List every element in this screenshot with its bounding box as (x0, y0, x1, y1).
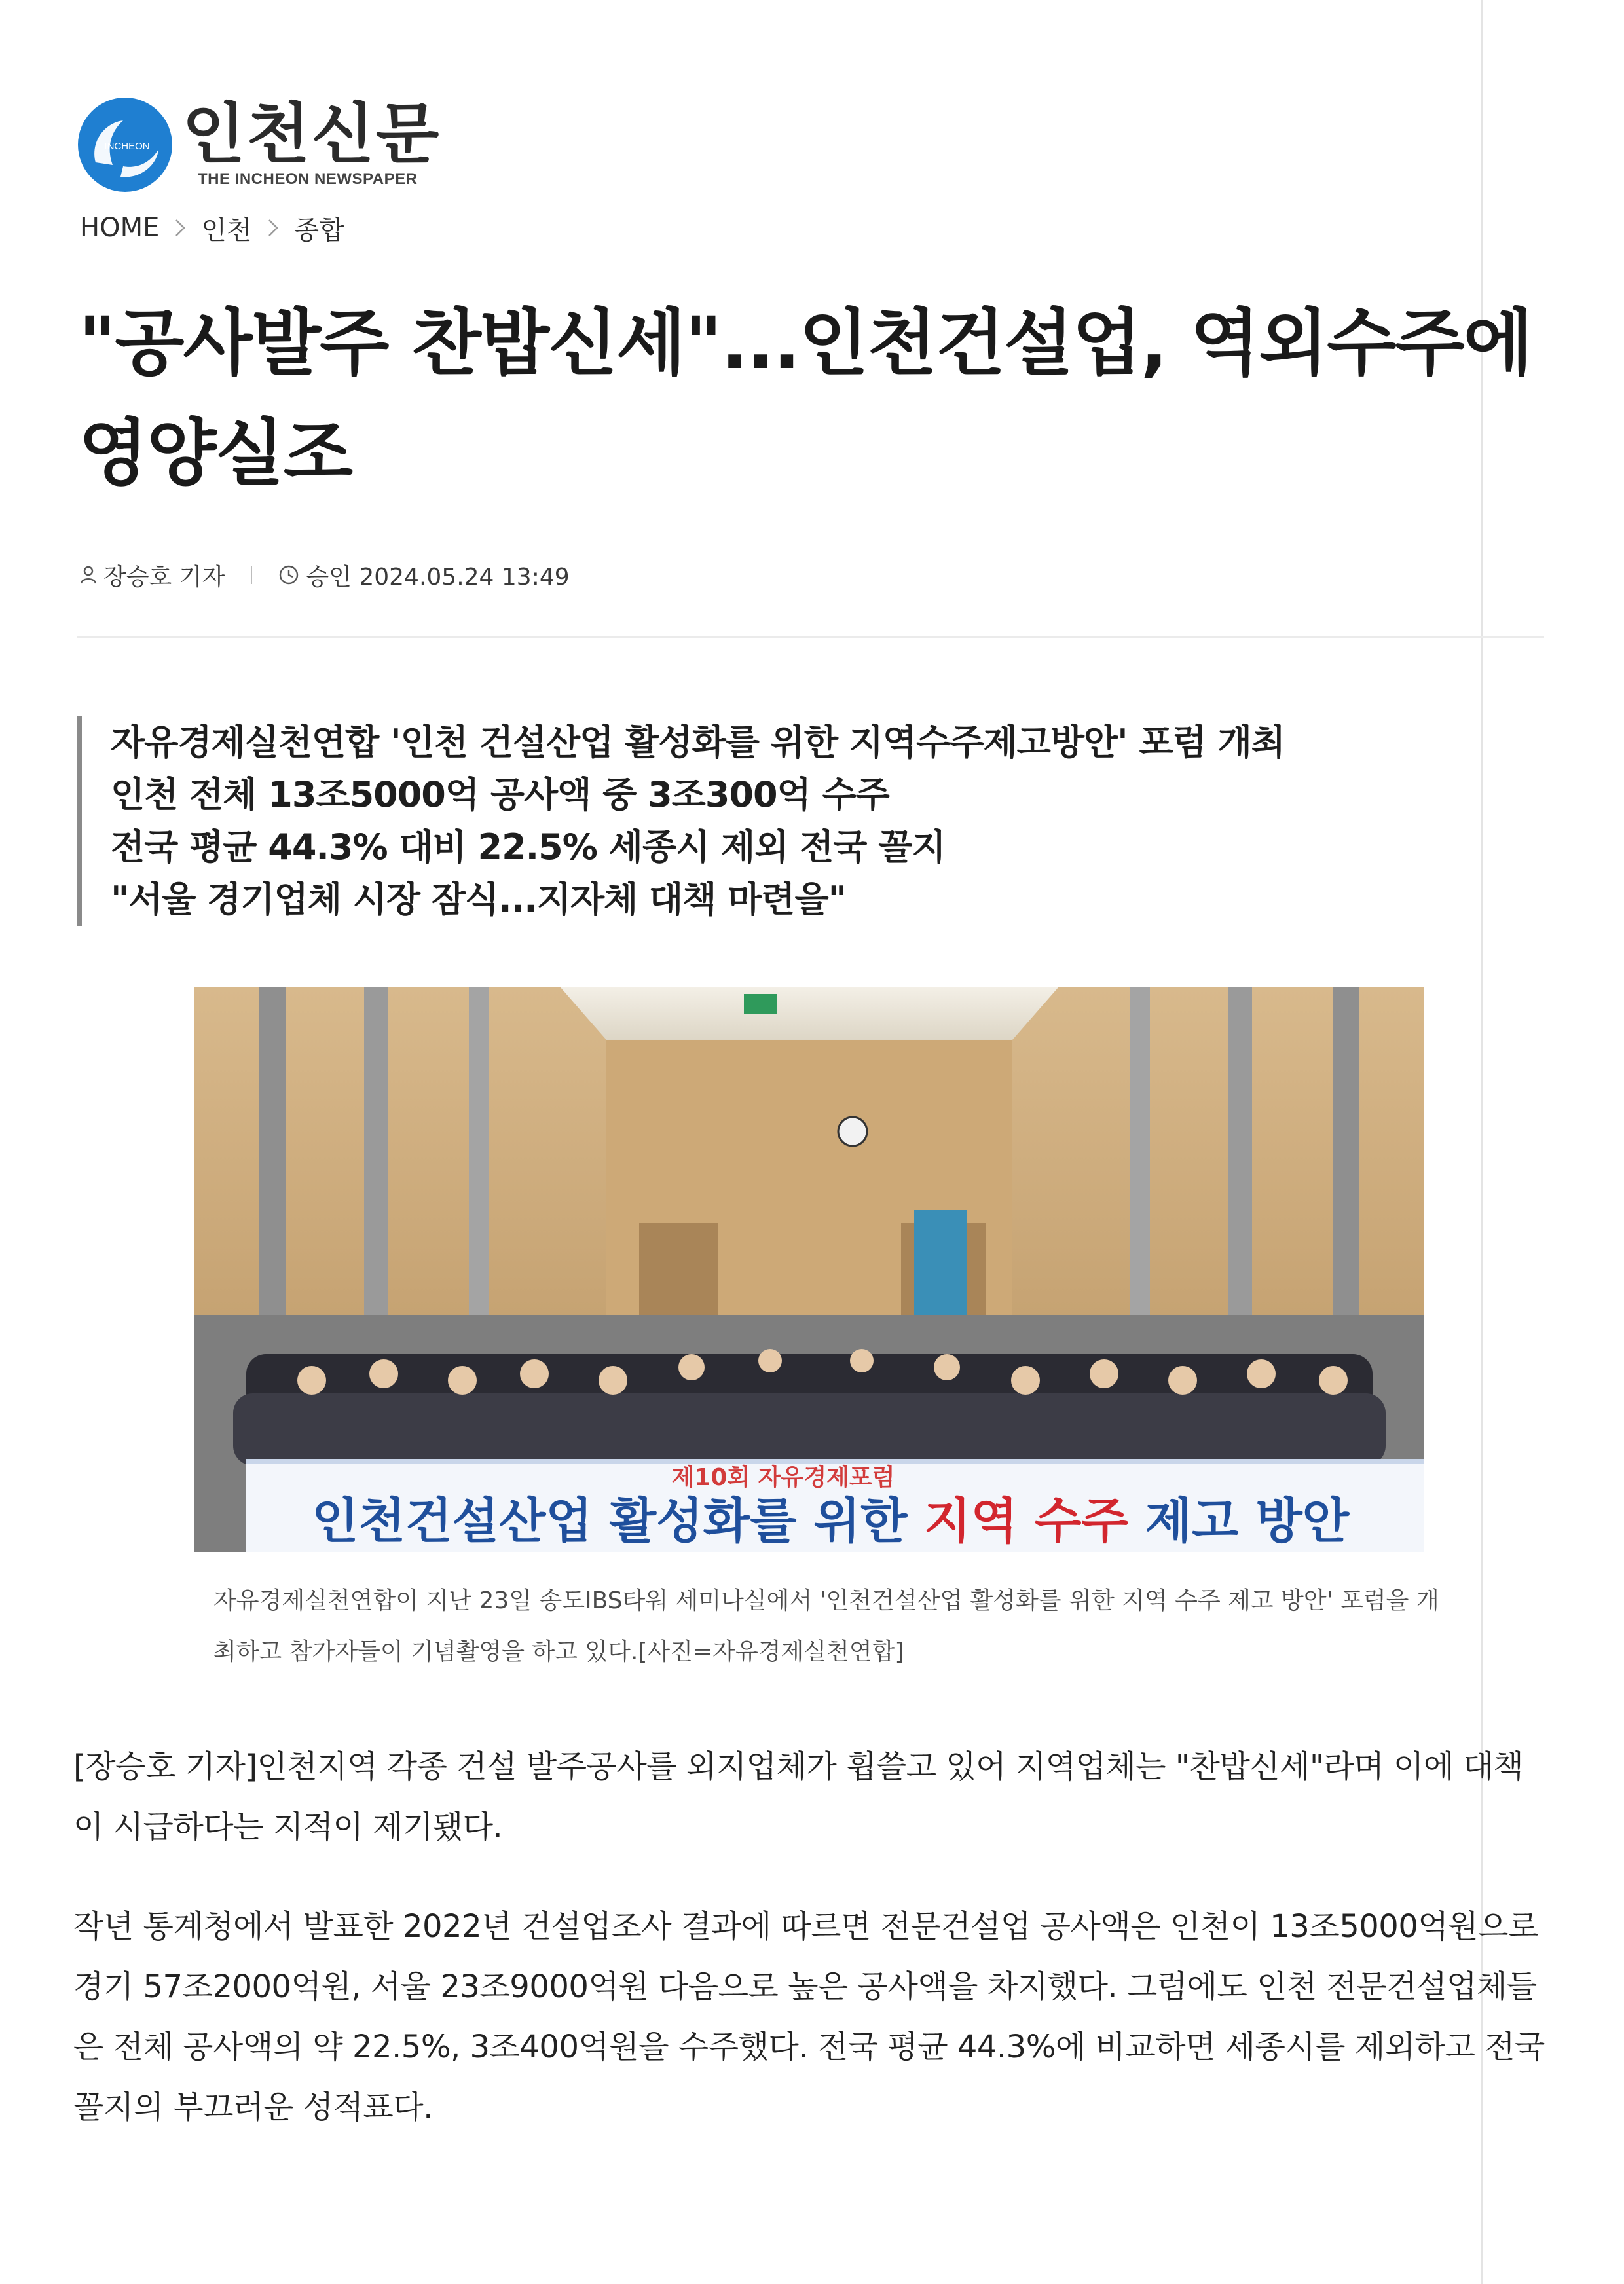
chevron-right-icon (159, 218, 201, 238)
subhead-line: 자유경제실천연합 '인천 건설산업 활성화를 위한 지역수주제고방안' 포럼 개최 (111, 722, 1285, 763)
author-info (80, 559, 225, 592)
publish-date: 승인 2024.05.24 13:49 (306, 563, 570, 591)
person-icon (80, 565, 97, 585)
svg-text:INCHEON: INCHEON (104, 141, 150, 152)
newspaper-emblem-icon (77, 97, 173, 193)
article-paragraph: 작년 통계청에서 발표한 2022년 건설업조사 결과에 따르면 전문건설업 공사액은 인천이 13조5000억원으로 경기 57조2000억원, 서울 23조9000억원 다음으로 높은 공사액을 차지했다. 그럼에도 인천 전문건설업체들은 전체 공사액의 약 22.5%, 3조400억원을 수주했다. 전국 평균 44.3%에 비교하면 세종시를 제외하고 전국 꼴지의 부끄러운 성적표다. (73, 1908, 1545, 2126)
article-title: "공사발주 찬밥신세"...인천건설업, 역외수주에 영양실조 (79, 301, 1532, 495)
header-divider (77, 636, 1544, 638)
byline-divider (251, 566, 252, 584)
logo-subtitle: THE INCHEON NEWSPAPER (198, 170, 418, 188)
subhead-line: 인천 전체 13조5000억 공사액 중 3조300억 수주 (111, 774, 889, 815)
logo-name: 인천신문 (182, 96, 441, 172)
article-paragraph: [장승호 기자]인천지역 각종 건설 발주공사를 외지업체가 휩쓸고 있어 지역업체는 "찬밥신세"라며 이에 대책이 시급하다는 지적이 제기됐다. (73, 1748, 1524, 1845)
chevron-right-icon (252, 218, 294, 238)
banner-small-text: 제10회 자유경제포럼 (671, 1464, 895, 1491)
photo-caption: 자유경제실천연합이 지난 23일 송도IBS타워 세미나실에서 '인천건설산업 활성화를 위한 지역 수주 제고 방안' 포럼을 개최하고 참가자들이 기념촬영을 하고 있다.[사진=자유경제실천연합] (213, 1587, 1439, 1665)
breadcrumb (80, 208, 344, 248)
subhead-line: "서울 경기업체 시장 잠식...지자체 대책 마련을" (111, 879, 846, 920)
clock-icon (278, 564, 299, 585)
author-name[interactable]: 장승호 기자 (103, 563, 225, 591)
breadcrumb-incheon[interactable]: 인천 (201, 215, 252, 246)
site-logo[interactable] (77, 92, 444, 203)
banner-main-text: 인천건설산업 활성화를 위한 지역 수주 제고 방안 (312, 1493, 1350, 1549)
breadcrumb-home[interactable]: HOME (80, 213, 160, 243)
article-photo[interactable] (194, 987, 1424, 1552)
article-subheads (77, 716, 1551, 926)
breadcrumb-general[interactable]: 종합 (293, 215, 344, 246)
forum-photo-illustration (194, 987, 1424, 1552)
article-byline (80, 555, 570, 595)
subhead-line: 전국 평균 44.3% 대비 22.5% 세종시 제외 전국 꼴지 (111, 826, 946, 868)
publish-info (278, 559, 569, 592)
